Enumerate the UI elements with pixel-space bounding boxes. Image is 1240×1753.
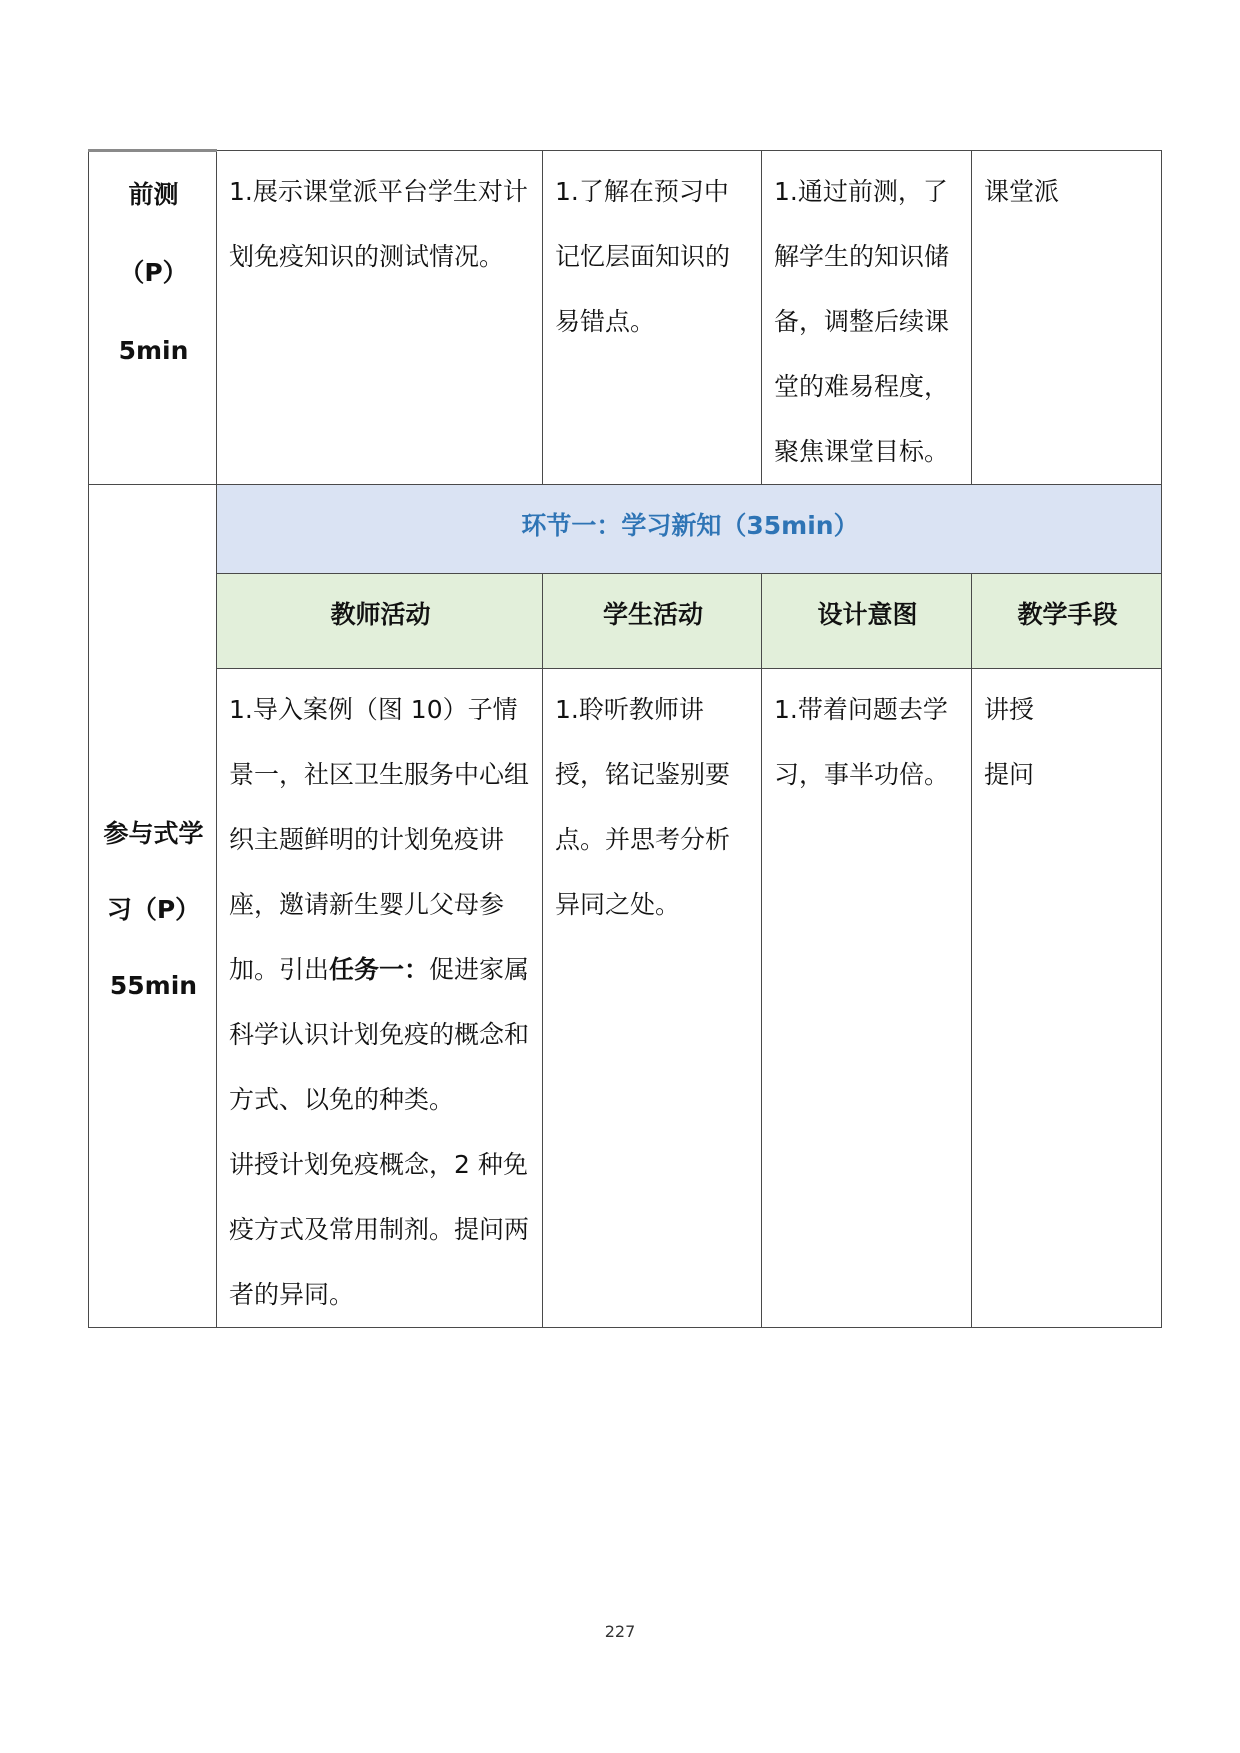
- participatory-student-activity: 1.聆听教师讲授，铭记鉴别要点。并思考分析异同之处。: [543, 669, 762, 1328]
- pretest-design-intent: 1.通过前测，了解学生的知识储备，调整后续课堂的难易程度，聚焦课堂目标。: [762, 151, 972, 485]
- participatory-teaching-means: [972, 669, 1162, 1328]
- header-design-intent: 设计意图: [762, 574, 972, 669]
- pretest-teaching-means: 课堂派: [972, 151, 1162, 485]
- participatory-stage-duration: 55min: [109, 971, 198, 1000]
- lesson-plan-table: [88, 149, 1162, 1328]
- participatory-content-row: [89, 669, 1162, 1328]
- task-one-label: 任务一：: [329, 955, 430, 984]
- page-number: 227: [604, 1622, 636, 1641]
- teacher-text-lecture: 讲授计划免疫概念，2 种免疫方式及常用制剂。提问两者的异同。: [229, 1150, 530, 1309]
- participatory-design-intent: 1.带着问题去学习，事半功倍。: [762, 669, 972, 1328]
- pretest-student-activity: 1.了解在预习中记忆层面知识的易错点。: [543, 151, 762, 485]
- teacher-text-intro: 1.导入案例（图 10）子情景一，社区卫生服务中心组织主题鲜明的计划免疫讲座，邀请新生婴儿父母参加。引出: [229, 695, 530, 984]
- header-student-activity: 学生活动: [543, 574, 762, 669]
- means-questioning: 提问: [984, 760, 1035, 789]
- pretest-stage-name: 前测（P）: [119, 180, 188, 287]
- pretest-teacher-activity: 1.展示课堂派平台学生对计划免疫知识的测试情况。: [217, 151, 543, 485]
- teacher-text-task: 促进家属科学认识计划免疫的概念和方式、以免的种类。: [229, 955, 530, 1114]
- participatory-stage-name-1: 参与式学: [103, 819, 204, 848]
- means-lecture: 讲授: [984, 695, 1035, 724]
- pretest-row: [89, 151, 1162, 485]
- participatory-stage-cell: [89, 485, 217, 1328]
- pretest-stage-cell: [89, 151, 217, 485]
- header-teaching-means: 教学手段: [972, 574, 1162, 669]
- participatory-stage-name-2: 习（P）: [106, 895, 201, 924]
- participatory-teacher-activity: [217, 669, 543, 1328]
- section-title: 环节一：学习新知（35min）: [217, 485, 1162, 574]
- pretest-stage-duration: 5min: [118, 336, 189, 365]
- column-header-row: [89, 574, 1162, 669]
- header-teacher-activity: 教师活动: [217, 574, 543, 669]
- section-title-row: [89, 485, 1162, 574]
